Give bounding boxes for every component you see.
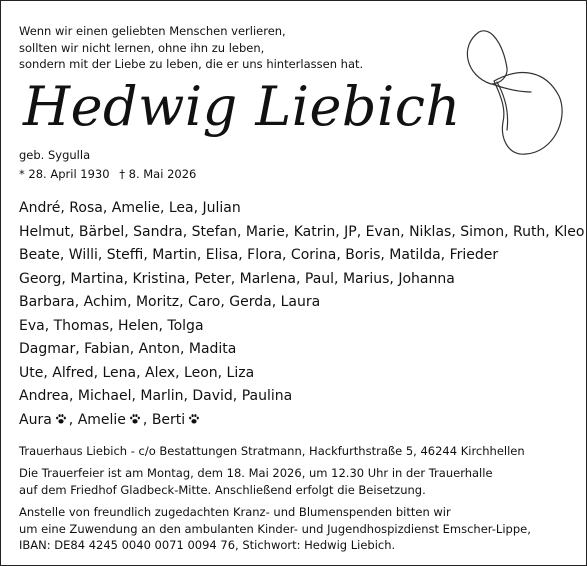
poem xyxy=(19,23,363,73)
deceased-name: Hedwig Liebich xyxy=(23,75,461,138)
poem-line: sollten wir nicht lernen, ohne ihn zu leben, xyxy=(19,40,265,55)
family-line: Ute, Alfred, Lena, Alex, Leon, Liza xyxy=(19,364,255,381)
family-list xyxy=(19,197,584,432)
pets-line xyxy=(19,409,584,433)
family-line: Andrea, Michael, Marlin, David, Paulina xyxy=(19,388,293,404)
family-line: Barbara, Achim, Moritz, Caro, Gerda, Laura xyxy=(19,294,321,310)
family-line: Georg, Martina, Kristina, Peter, Marlena, Paul, Marius, Johanna xyxy=(19,270,455,287)
butterfly-icon xyxy=(451,26,566,161)
family-line: Beate, Willi, Steffi, Martin, Elisa, Flora, Corina, Boris, Matilda, Frieder xyxy=(19,247,499,263)
pet-name: Aura xyxy=(19,411,52,428)
family-line: Dagmar, Fabian, Anton, Madita xyxy=(19,341,237,357)
donation-info xyxy=(19,504,531,554)
family-line: André, Rosa, Amelie, Lea, Julian xyxy=(19,200,241,216)
poem-line: Wenn wir einen geliebten Menschen verlieren, xyxy=(19,24,286,38)
donation-line: Anstelle von freundlich zugedachten Kranz- und Blumenspenden bitten wir xyxy=(19,505,451,519)
poem-line: sondern mit der Liebe zu leben, die er uns hinterlassen hat. xyxy=(19,57,364,71)
ceremony-info xyxy=(19,465,493,498)
donation-line: um eine Zuwendung an den ambulanten Kinder- und Jugendhospizdienst Emscher-Lippe, xyxy=(19,521,531,536)
pet-name: , Amelie xyxy=(68,411,126,428)
birth-name: geb. Sygulla xyxy=(19,148,91,162)
paw-print-icon xyxy=(129,413,141,425)
family-line: Helmut, Bärbel, Sandra, Stefan, Marie, Katrin, JP, Evan, Niklas, Simon, Ruth, Kleo xyxy=(19,223,585,240)
address-line: Trauerhaus Liebich - c/o Bestattungen Stratmann, Hackfurthstraße 5, 46244 Kirchhellen xyxy=(19,444,525,458)
life-dates xyxy=(19,167,196,181)
family-line: Eva, Thomas, Helen, Tolga xyxy=(19,317,204,334)
paw-print-icon xyxy=(188,413,200,425)
ceremony-line: auf dem Friedhof Gladbeck-Mitte. Anschließend erfolgt die Beisetzung. xyxy=(19,482,426,497)
paw-print-icon xyxy=(55,413,67,425)
donation-line: IBAN: DE84 4245 0040 0071 0094 76, Stichwort: Hedwig Liebich. xyxy=(19,538,396,552)
pet-name: , Berti xyxy=(142,411,186,428)
death-date: † 8. Mai 2026 xyxy=(119,167,197,181)
ceremony-line: Die Trauerfeier ist am Montag, dem 18. Mai 2026, um 12.30 Uhr in der Trauerhalle xyxy=(19,466,493,480)
address xyxy=(19,443,525,460)
birth-date: * 28. April 1930 xyxy=(19,167,110,181)
